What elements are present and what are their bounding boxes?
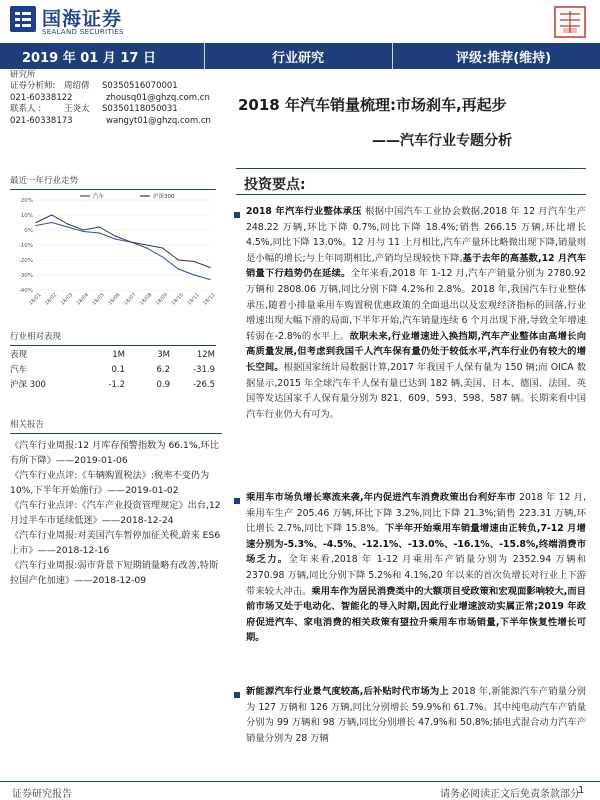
related-report-link[interactable]: 《汽车行业周报:弱市背景下短期销量略有改善,特斯拉国产化加速》——2018-12-09	[10, 560, 219, 586]
series-point	[162, 247, 163, 248]
highlight-paragraph	[246, 490, 586, 646]
brand-logo-icon	[10, 6, 36, 32]
analyst-row	[10, 93, 216, 105]
section-rule	[10, 433, 222, 434]
analyst-role: 证券分析师:	[10, 81, 56, 91]
series-point	[114, 238, 115, 239]
research-stamp-icon	[554, 6, 586, 38]
table-cell: 0.1	[111, 365, 125, 375]
y-tick-label: -30%	[18, 273, 33, 279]
header-bar	[0, 43, 600, 69]
series-point	[83, 231, 84, 232]
highlight-text: 2018 年 12 月,乘用车生产 205.46 万辆,环比下降 3.2%,同比下降 21.3%;销售 223.31 万辆,环比增长 2.7%,同比下降 15.8%。	[246, 492, 586, 535]
table-cell: 沪深 300	[10, 380, 46, 390]
brand-logo	[10, 6, 180, 34]
series-line	[36, 215, 210, 268]
x-tick-label: 18/07	[122, 292, 138, 307]
series-point	[209, 279, 210, 280]
related-report-link[interactable]: 《汽车行业点评:《汽车产业投资管理规定》出台,12 月过半车市延续低迷》——2018-12-24	[10, 500, 221, 526]
analyst-cert: S0350516070001	[102, 81, 178, 91]
brand-name-en: SEALAND SECURITIES	[42, 28, 124, 36]
report-date: 2019 年 01 月 17 日	[22, 51, 156, 66]
legend-label: 沪深300	[153, 194, 175, 200]
analyst-role: 联系人 :	[10, 104, 42, 114]
report-subtitle: ——汽车行业专题分析	[372, 133, 512, 149]
analyst-phone: 021-60338173	[10, 115, 73, 126]
analyst-row	[10, 81, 216, 93]
section-rule	[236, 194, 586, 195]
series-point	[51, 214, 52, 215]
related-report-link[interactable]: 《汽车行业周报:对美国汽车暂停加征关税,蔚来 ES6 上市》——2018-12-16	[10, 530, 221, 556]
title-rule	[236, 168, 586, 169]
x-tick-label: 18/02	[43, 292, 59, 307]
series-point	[67, 223, 68, 224]
y-tick-label: -10%	[18, 243, 33, 249]
related-report-link[interactable]: 《汽车行业点评:《车辆购置税法》:税率不变仍为 10%,下半年开始施行》——2019-01-02	[10, 470, 210, 496]
table-cell: 0.9	[156, 380, 170, 390]
bullet-icon	[234, 212, 240, 218]
x-tick-label: 18/05	[91, 292, 106, 307]
brand-name-cn: 国海证券	[42, 8, 123, 30]
highlight-emphasis: 乘用车作为居民消费类中的大额项目受政策和宏观面影响较大,而目前市场又处于电动化、智能化的导入时期,因此行业增速波动实属正常;2019 年政府促进汽车、家电消费的相关政策有望拉升乘用车市场销量,下半年恢复性增长可期。	[246, 585, 586, 644]
series-point	[146, 244, 147, 245]
series-point	[83, 229, 84, 230]
table-header-row	[10, 348, 216, 363]
x-tick-label: 18/01	[28, 292, 43, 307]
analyst-cert: S0350118050031	[102, 104, 178, 114]
analyst-email[interactable]: zhousq01@ghzq.com.cn	[106, 92, 210, 103]
x-tick-label: 18/08	[138, 292, 154, 307]
report-title: 2018 年汽车销量梳理:市场刹车,再起步	[238, 96, 507, 114]
section-rule	[10, 345, 216, 346]
highlight-text: 全年来看,2018 年 1-12 月乘用车产销量分别为 2352.94 万辆和 2370.98 万辆,同比分别下降 5.2%和 4.1%,20 年以来的首次负增长对行业上下游带来较大冲击。	[246, 554, 586, 597]
highlight-text: 2018 年,新能源汽车产销量分别为 127 万辆和 126 万辆,同比分别增长 59.9%和 61.7%。其中纯电动汽车产销量分别为 99 万辆和 98 万辆,同比分别增长 47.9%和 50.8%;插电式混合动力汽车产销量分别为 28 万辆	[246, 686, 586, 744]
y-tick-label: 0%	[24, 228, 33, 234]
table-row	[10, 378, 216, 393]
series-point	[130, 241, 131, 242]
analyst-row	[10, 104, 216, 116]
highlight-text: 根据国家统计局数据计算,2017 年我国千人保有量为 150 辆;而 OICA 数据显示,2015 年全球汽车千人保有量已达到 182 辆,美国、日本、德国、法国、英国等发达国家千人保有量分别为 821、609、593、598、587 辆。长期来看中国汽车行业仍大有可为。	[246, 361, 586, 420]
y-tick-label: 10%	[20, 213, 33, 219]
table-row	[10, 363, 216, 378]
related-report-link[interactable]: 《汽车行业周报:12 月库存预警指数为 66.1%,环比有所下降》——2019-01-06	[10, 440, 219, 466]
table-cell: -1.2	[108, 380, 125, 390]
page-number: 1	[578, 785, 585, 796]
highlight-lead: 2018 年汽车行业整体承压	[246, 206, 362, 217]
series-point	[35, 225, 36, 226]
table-cell: 汽车	[10, 365, 28, 375]
series-point	[114, 235, 115, 236]
series-point	[146, 247, 147, 248]
institute-label: 研究所	[10, 70, 36, 80]
x-tick-label: 18/10	[170, 292, 185, 307]
x-tick-label: 18/06	[107, 292, 122, 307]
series-point	[51, 222, 52, 223]
table-cell: 6.2	[156, 365, 170, 375]
series-point	[209, 267, 210, 268]
header-divider	[392, 43, 393, 69]
highlight-lead: 新能源汽车行业景气度较高,后补贴时代市场为上	[246, 686, 449, 697]
related-title: 相关报告	[10, 420, 45, 430]
table-cell: -31.9	[193, 365, 215, 375]
performance-table	[10, 330, 216, 393]
analyst-row	[10, 116, 216, 128]
trend-title: 最近一年行业走势	[10, 176, 79, 186]
report-type: 行业研究	[272, 51, 325, 66]
series-point	[99, 226, 100, 227]
y-tick-label: -40%	[18, 288, 33, 294]
table-header: 3M	[157, 350, 170, 360]
analyst-phone: 021-60338122	[10, 92, 73, 103]
performance-title: 行业相对表现	[10, 332, 62, 342]
footer-rule	[0, 781, 600, 782]
related-reports	[10, 418, 222, 588]
table-cell: -26.5	[193, 380, 215, 390]
highlight-text: 全年来看,2018 年 1-12 月,汽车产销量分别为 2780.92 万辆和 2808.06 万辆,同比分别下降 4.2%和 2.8%。2018 年,我国汽车行业整体承压,随着小排量乘用车购置税优惠政策的全面退出以及宏观经济指标的回落,行业增速出现大幅下滑的局面,下半年开始,汽车销量连续 6 个月出现下滑,导致全年增速转弱在-2.8%的水平上。	[246, 268, 586, 342]
highlight-emphasis: 下半年开始乘用车销量增速由正转负,7-12 月增速分别为-5.3%、-4.5%、-12.1%、-13.0%、-16.1%、-15.8%,终端消费市场乏力。	[246, 523, 586, 566]
series-line	[36, 223, 210, 280]
series-point	[178, 268, 179, 269]
footer-label: 证券研究报告	[12, 789, 72, 800]
highlight-lead: 乘用车市场负增长寒流来袭,年内促进汽车消费政策出台利好车市	[246, 492, 516, 503]
analyst-email[interactable]: wangyt01@ghzq.com.cn	[106, 115, 211, 126]
highlight-paragraph	[246, 684, 586, 776]
x-tick-label: 18/12	[202, 292, 216, 307]
x-tick-label: 18/09	[154, 292, 170, 307]
highlight-paragraph	[246, 204, 586, 422]
x-tick-label: 18/11	[186, 292, 201, 307]
investment-heading: 投资要点:	[244, 177, 306, 193]
legend-label: 汽车	[93, 194, 105, 200]
trend-chart	[10, 174, 216, 314]
analyst-block	[10, 70, 216, 127]
header-divider	[204, 43, 205, 69]
bullet-icon	[234, 498, 240, 504]
bullet-icon	[234, 692, 240, 698]
highlight-text: 根据中国汽车工业协会数据,2018 年 12 月汽车生产 248.22 万辆,环比下降 0.7%,同比下降 18.4%;销售 266.15 万辆,环比增长 4.5%,同比下降 13.0%。12 月与 11 上月相比,汽车产量环比略微出现下降,销量则是小幅的增长;与上年同期相比,产销均呈现较快下降,	[246, 206, 586, 264]
series-point	[194, 274, 195, 275]
x-tick-label: 18/04	[75, 292, 90, 307]
series-point	[35, 222, 36, 223]
y-tick-label: -20%	[18, 258, 33, 264]
table-header: 1M	[112, 350, 125, 360]
trend-chart-svg	[10, 190, 216, 312]
rating: 评级:推荐(维持)	[456, 51, 552, 66]
table-header: 12M	[196, 350, 215, 360]
series-point	[67, 226, 68, 227]
highlight-emphasis: 基于去年的高基数,12 月汽车销量下行趋势仍在延续。	[246, 252, 586, 280]
series-point	[99, 232, 100, 233]
y-tick-label: 20%	[20, 198, 33, 204]
highlight-emphasis: 故职未来,行业增速进入换挡期,汽车产业整体由高增长向高质量发展,但考虑到我国千人汽车保有量仍处于较低水平,汽车行业仍有较大的增长空间。	[246, 330, 586, 373]
x-tick-label: 18/03	[59, 292, 75, 307]
disclaimer-note: 请务必阅读正文后免责条款部分	[440, 789, 580, 800]
series-point	[162, 256, 163, 257]
analyst-name: 周绍倩	[64, 81, 90, 91]
table-header: 表现	[10, 350, 28, 360]
series-point	[194, 261, 195, 262]
series-point	[178, 259, 179, 260]
analyst-name: 王炎太	[64, 104, 90, 114]
